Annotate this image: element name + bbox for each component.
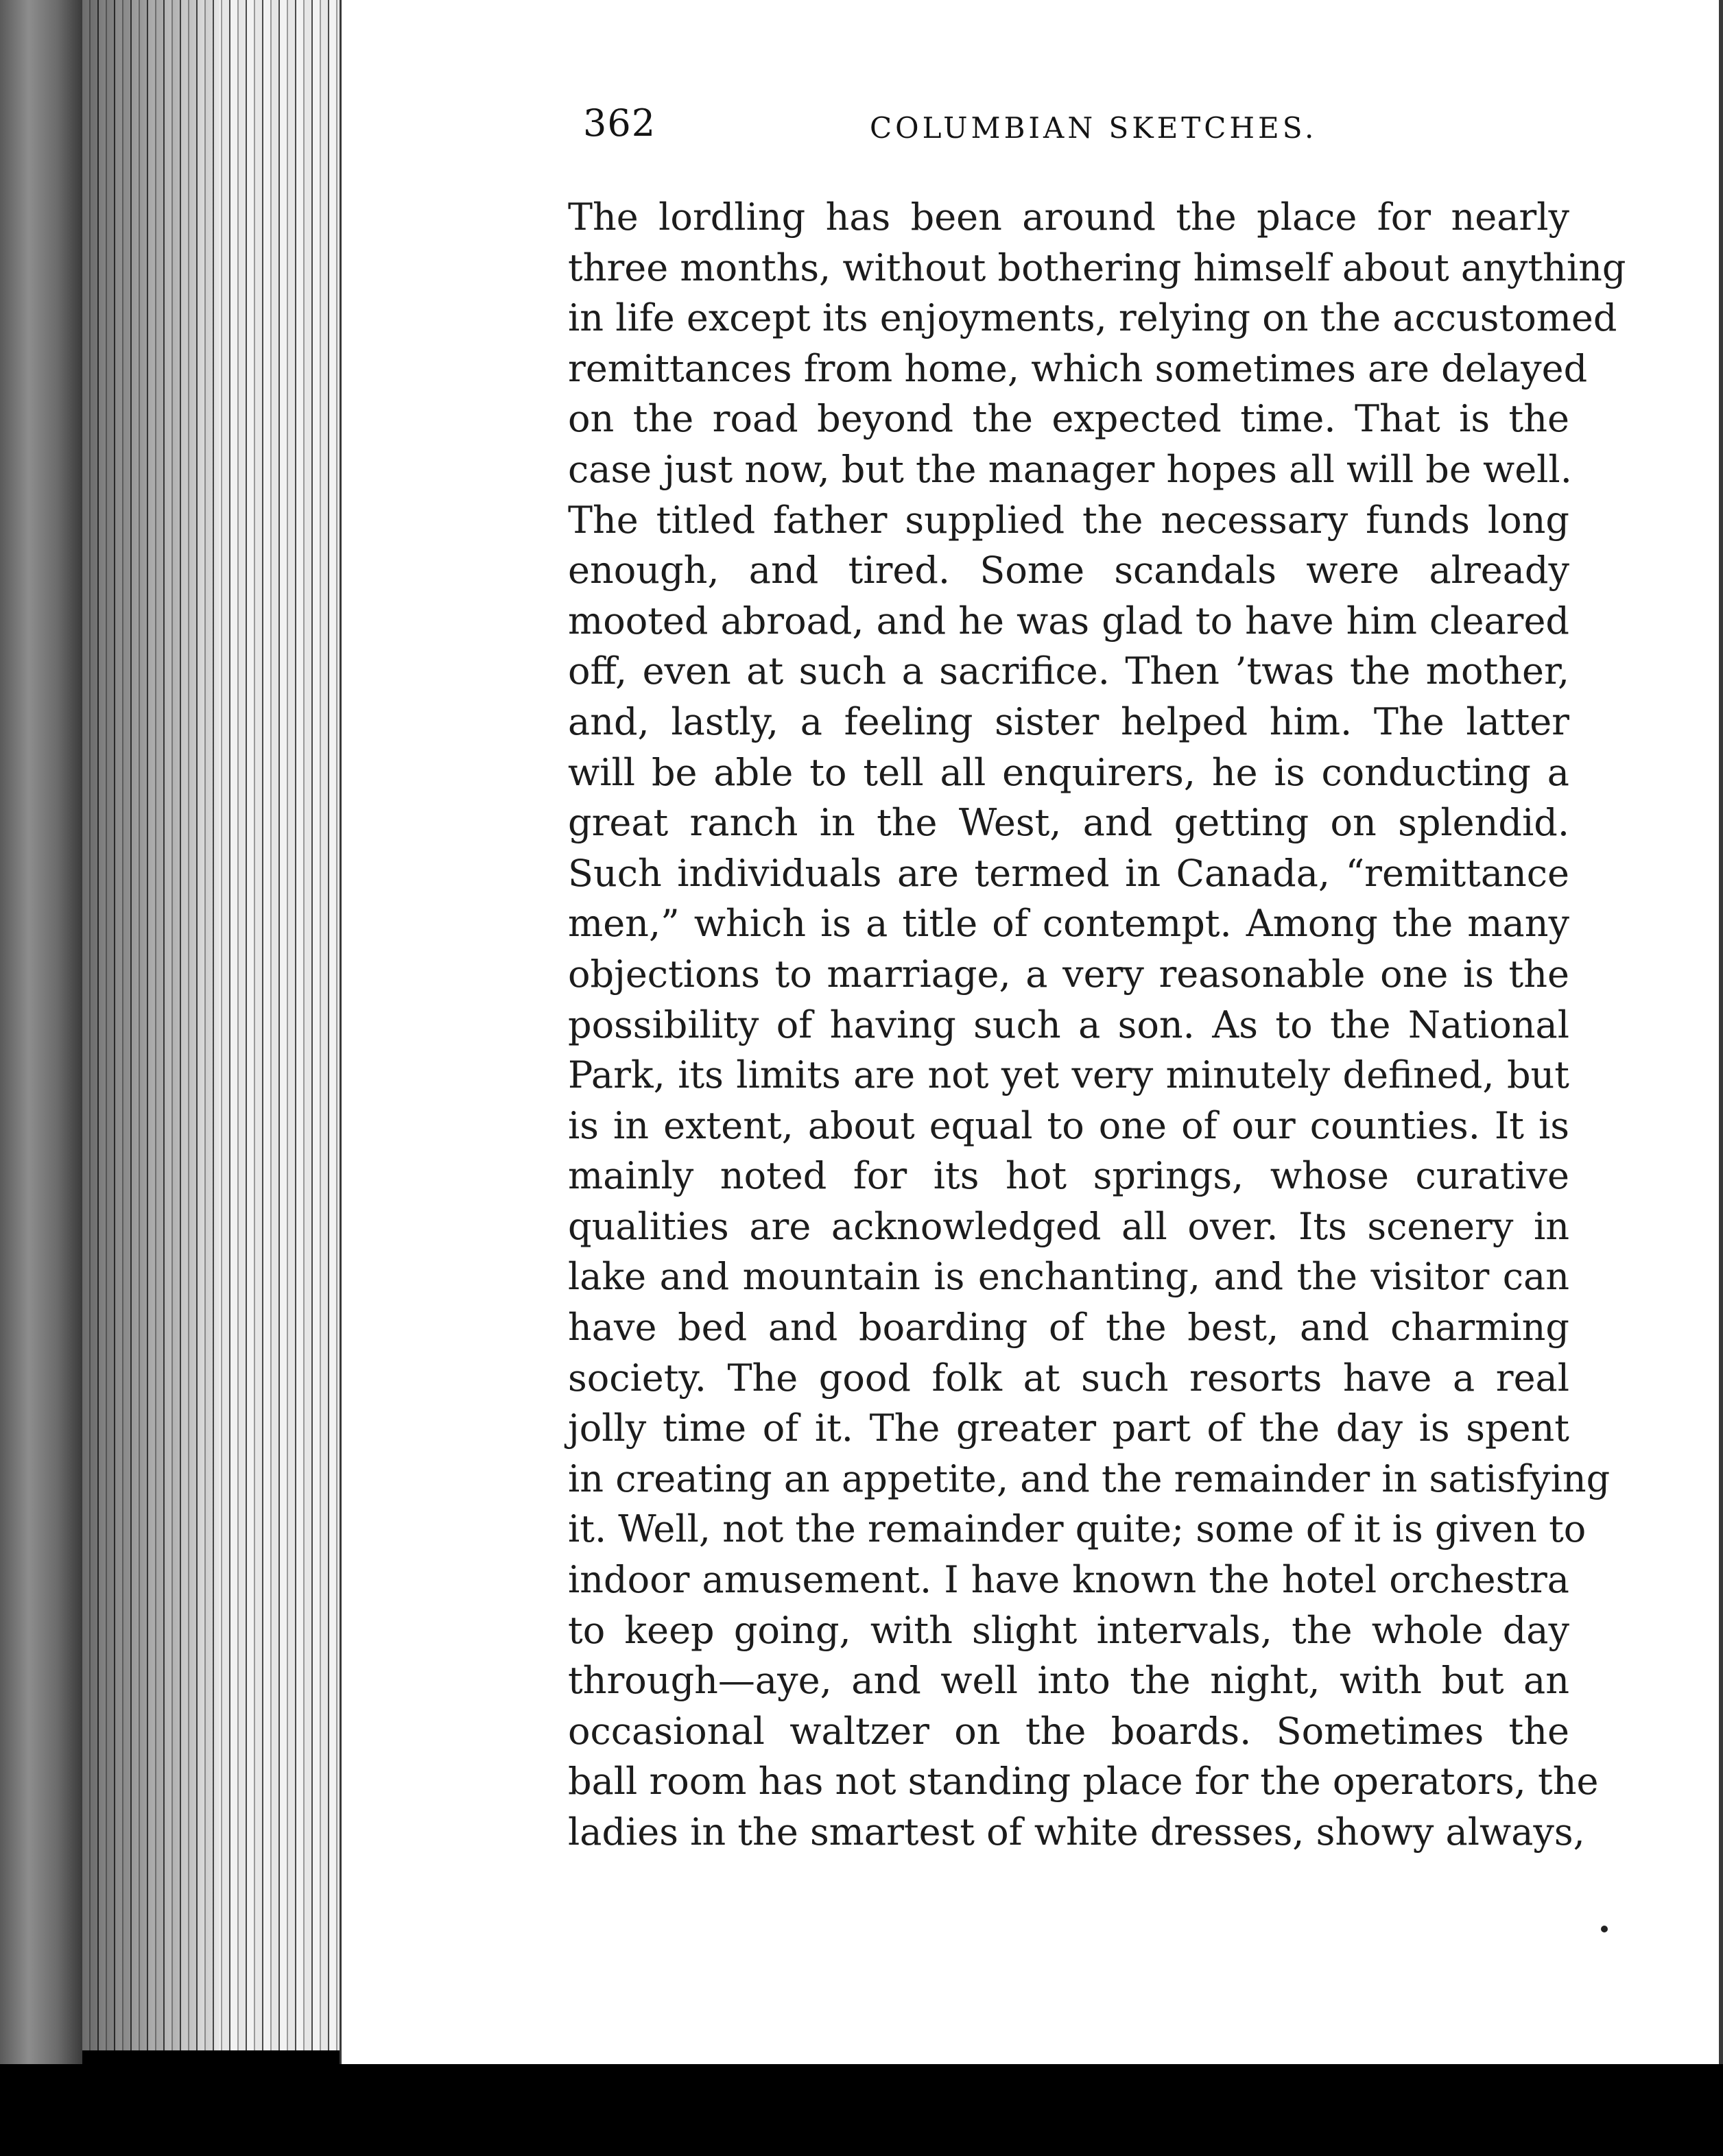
text-line: objections to marriage, a very reasonable one is the bbox=[568, 952, 1569, 996]
text-line: qualities are acknowledged all over. Its scenery in bbox=[568, 1204, 1569, 1248]
text-line: The lordling has been around the place for nearly bbox=[568, 195, 1569, 239]
scan-speck bbox=[1601, 1926, 1608, 1932]
scan-frame-bottom bbox=[0, 2064, 1723, 2156]
text-line: have bed and boarding of the best, and charming bbox=[568, 1306, 1569, 1350]
text-line: possibility of having such a son. As to the National bbox=[568, 1003, 1569, 1046]
running-title: COLUMBIAN SKETCHES. bbox=[870, 111, 1318, 145]
text-line: lake and mountain is enchanting, and the visitor can bbox=[568, 1255, 1569, 1299]
text-line: ladies in the smartest of white dresses, showy always, bbox=[568, 1810, 1585, 1854]
text-line: mooted abroad, and he was glad to have him cleared bbox=[568, 599, 1569, 643]
text-line: indoor amusement. I have known the hotel orchestra bbox=[568, 1558, 1569, 1602]
text-line: in life except its enjoyments, relying on the accustomed bbox=[568, 296, 1617, 340]
text-line: to keep going, with slight intervals, the whole day bbox=[568, 1608, 1569, 1652]
text-line: and, lastly, a feeling sister helped him. The latter bbox=[568, 699, 1569, 743]
text-line: case just now, but the manager hopes all will be well. bbox=[568, 447, 1572, 491]
scan-frame-left bbox=[0, 0, 82, 2156]
text-line: society. The good folk at such resorts have a real bbox=[568, 1356, 1569, 1400]
text-line: occasional waltzer on the boards. Sometimes the bbox=[568, 1709, 1569, 1753]
text-line: will be able to tell all enquirers, he is conducting a bbox=[568, 750, 1569, 794]
text-line: on the road beyond the expected time. That is the bbox=[568, 397, 1569, 441]
text-line: mainly noted for its hot springs, whose curative bbox=[568, 1154, 1569, 1198]
body-text bbox=[568, 192, 1626, 1858]
text-line: it. Well, not the remainder quite; some of it is given to bbox=[568, 1507, 1587, 1551]
text-line: in creating an appetite, and the remainder in satisfying bbox=[568, 1457, 1611, 1500]
page-edges-shadow bbox=[82, 0, 219, 2050]
text-line: great ranch in the West, and getting on splendid. bbox=[568, 801, 1569, 845]
text-line: enough, and tired. Some scandals were already bbox=[568, 549, 1569, 592]
page-number: 362 bbox=[583, 101, 656, 145]
text-line: three months, without bothering himself about anything bbox=[568, 245, 1626, 289]
text-line: Park, its limits are not yet very minutely defined, but bbox=[568, 1053, 1569, 1097]
text-line: ball room has not standing place for the operators, the bbox=[568, 1760, 1599, 1804]
text-line: The titled father supplied the necessary funds long bbox=[568, 498, 1569, 542]
scan-frame-right bbox=[1719, 0, 1723, 2064]
text-line: off, even at such a sacrifice. Then ’twas the mother, bbox=[568, 649, 1569, 693]
text-line: Such individuals are termed in Canada, “remittance bbox=[568, 851, 1569, 895]
text-line: remittances from home, which sometimes are delayed bbox=[568, 346, 1588, 390]
text-line: through—aye, and well into the night, with but an bbox=[568, 1659, 1569, 1703]
text-line: men,” which is a title of contempt. Among the many bbox=[568, 902, 1569, 946]
text-line: is in extent, about equal to one of our counties. It is bbox=[568, 1103, 1569, 1147]
text-line: jolly time of it. The greater part of the day is spent bbox=[568, 1406, 1569, 1450]
